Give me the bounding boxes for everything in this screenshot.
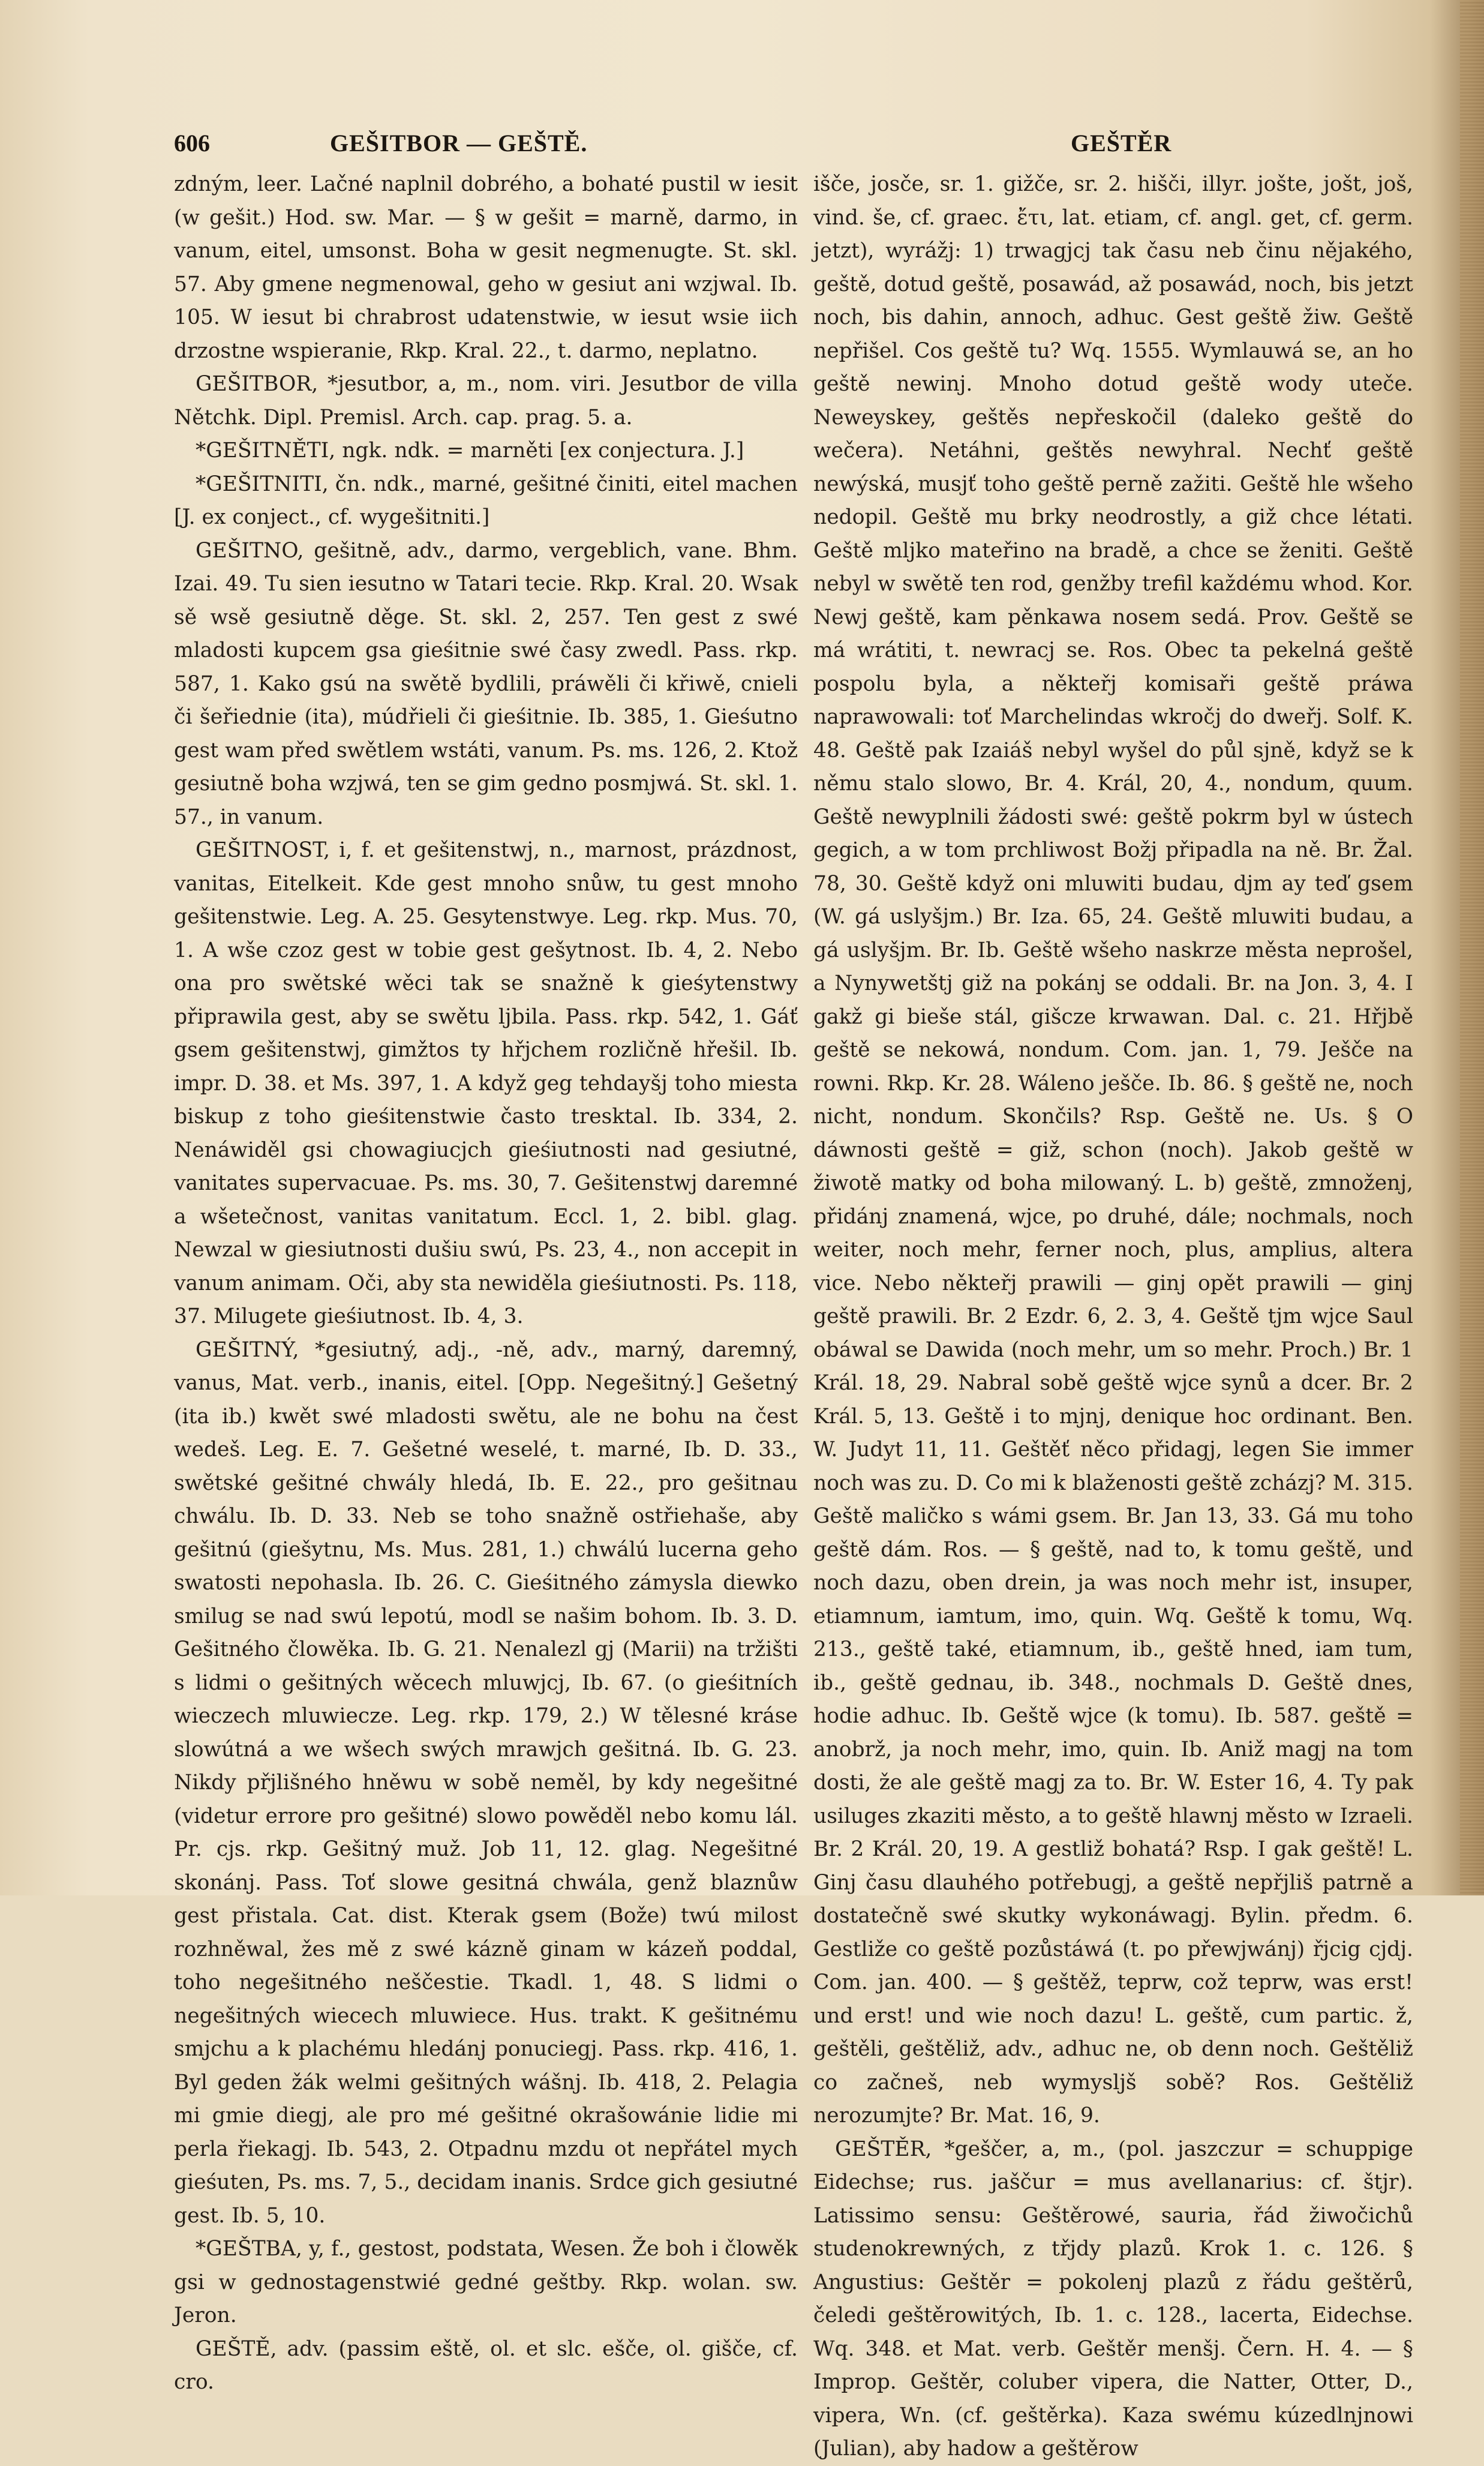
entry-paragraph: GEŠTĚR, *geščer, a, m., (pol. jaszczur = schuppige Eidechse; rus. jaščur = mus avellanarius: cf. štjr). Latissimo sensu: Geštěrowé, sauria, řád žiwočichů studenokrewných, z třjdy plazů. Krok 1. c. 126. § Angustius: Geštěr = pokolenj plazů z řádu geštěrů, čeledi geštěrowitých, Ib. 1. c. 128., lacerta, Eidechse. Wq. 348. et Mat. verb. Geštěr menšj. Čern. H. 4. — § Improp. Geštěr, coluber vipera, die Natter, Otter, D., vipera, Wn. (cf. geštěrka). Kaza swému kúzedlnjnowi (Julian), aby hadow a geštěrow	[813, 2137, 1413, 2461]
right-column	[813, 168, 1413, 2461]
entry-paragraph: GEŠITBOR, *jesutbor, a, m., nom. viri. Jesutbor de villa Nětchk. Dipl. Premisl. Arch. cap. prag. 5. a.	[174, 372, 798, 430]
entry-paragraph: *GEŠITNITI, čn. ndk., marné, gešitné činiti, eitel machen [J. ex conject., cf. wygešitniti.]	[174, 472, 798, 529]
running-header	[174, 123, 1410, 159]
left-running-title: GEŠITBOR — GEŠTĚ.	[330, 130, 588, 157]
right-running-title: GEŠTĚR	[1071, 130, 1172, 157]
entry-paragraph: išče, josče, sr. 1. gižče, sr. 2. hišči, illyr. jošte, jošt, još, vind. še, cf. graec. ἔτι, lat. etiam, cf. angl. get, cf. germ. jetzt), wyrážj: 1) trwagjcj tak času neb činu nějakého, geště, dotud geště, posawád, až posawád, noch, bis jetzt noch, bis dahin, annoch, adhuc. Gest geště žiw. Geště nepřišel. Cos geště tu? Wq. 1555. Wymlauwá se, an ho geště newinj. Mnoho dotud geště wody uteče. Neweyskey, geštěs nepřeskočil (daleko geště do wečera). Netáhni, geštěs newyhral. Nechť geště newýská, musjť toho geště perně zažiti. Geště hle wšeho nedopil. Geště mu brky neodrostly, a giž chce létati. Geště mljko mateřino na bradě, a chce se ženiti. Geště nebyl w swětě ten rod, genžby trefil každému whod. Kor. Newj geště, kam pěnkawa nosem sedá. Prov. Geště se má wrátiti, t. newracj se. Ros. Obec ta pekelná geště pospolu byla, a někteřj komisaři geště práwa naprawowali: toť Marchelindas wkročj do dweřj. Solf. K. 48. Geště pak Izaiáš nebyl wyšel do půl sjně, když se k němu stalo slowo, Br. 4. Král, 20, 4., nondum, quum. Geště newyplnili žádosti swé: geště pokrm byl w ústech gegich, a w tom prchliwost Božj připadla na ně. Br. Žal. 78, 30. Geště když oni mluwiti budau, djm ay teď gsem (W. gá uslyšjm.) Br. Iza. 65, 24. Geště mluwiti budau, a gá uslyšjm. Br. Ib. Geště wšeho naskrze města neprošel, a Nynywetštj giž na pokánj se oddali. Br. na Jon. 3, 4. I gakž gi bieše stál, gišcze krwawan. Dal. c. 21. Hřjbě geště se nekowá, nondum. Com. jan. 1, 79. Ješče na rowni. Rkp. Kr. 28. Wáleno ješče. Ib. 86. § geště ne, noch nicht, nondum. Skončils? Rsp. Geště ne. Us. § O dáwnosti geště = giž, schon (noch). Jakob geště w žiwotě matky od boha milowaný. L. b) geště, zmnoženj, přidánj znamená, wjce, po druhé, dále; nochmals, noch weiter, noch mehr, ferner noch, plus, amplius, altera vice. Nebo někteřj prawili — ginj opět prawili — ginj geště prawili. Br. 2 Ezdr. 6, 2. 3, 4. Geště tjm wjce Saul obáwal se Dawida (noch mehr, um so mehr. Proch.) Br. 1 Král. 18, 29. Nabral sobě geště wjce synů a dcer. Br. 2 Král. 5, 13. Geště i to mjnj, denique hoc ordinant. Ben. W. Judyt 11, 11. Geštěť něco přidagj, legen Sie immer noch was zu. D. Co mi k blaženosti geště zcházj? M. 315. Geště maličko s wámi gsem. Br. Jan 13, 33. Gá mu toho geště dám. Ros. — § geště, nad to, k tomu geště, und noch dazu, oben drein, ja was noch mehr ist, insuper, etiamnum, iamtum, imo, quin. Wq. Geště k tomu, Wq. 213., geště také, etiamnum, ib., geště hned, iam tum, ib., geště gednau, ib. 348., nochmals D. Geště dnes, hodie adhuc. Ib. Geště wjce (k tomu). Ib. 587. geště = anobrž, ja noch mehr, imo, quin. Ib. Aniž magj na tom dosti, že ale geště magj za to. Br. W. Ester 16, 4. Ty pak usiluges zkaziti město, a to geště hlawnj město w Izraeli. Br. 2 Král. 20, 19. A gestliž bohatá? Rsp. I gak geště! L. Ginj času dlauhého potřebugj, a geště nepřjliš patrně a dostatečně swé skutky wykonáwagj. Bylin. předm. 6. Gestliže co geště pozůstáwá (t. po přewjwánj) řjcig cjdj. Com. jan. 400. — § geštěž, teprw, což teprw, was erst! und erst! und wie noch dazu! L. geště, cum partic. ž, geštěli, geštěliž, adv., adhuc ne, ob denn noch. Geštěliž co začneš, neb wymysljš sobě? Ros. Geštěliž nerozumjte? Br. Mat. 16, 9.	[813, 172, 1413, 2128]
entry-paragraph: GEŠITNOST, i, f. et gešitenstwj, n., marnost, prázdnost, vanitas, Eitelkeit. Kde gest mnoho snůw, tu gest mnoho gešitenstwie. Leg. A. 25. Gesytenstwye. Leg. rkp. Mus. 70, 1. A wše czoz gest w tobie gest gešytnost. Ib. 4, 2. Nebo ona pro swětské wěci tak se snažně k gieśytenstwy připrawila gest, aby se swětu ljbila. Pass. rkp. 542, 1. Gáť gsem gešitenstwj, gimžtos ty hřjchem rozličně hřešil. Ib. impr. D. 38. et Ms. 397, 1. A když geg tehdayšj toho miesta biskup z toho gieśitenstwie často tresktal. Ib. 334, 2. Nenáwiděl gsi chowagiucjch gieśiutnosti nad gesiutné, vanitates supervacuae. Ps. ms. 30, 7. Gešitenstwj daremné a wšetečnost, vanitas vanitatum. Eccl. 1, 2. bibl. glag. Newzal w giesiutnosti dušiu swú, Ps. 23, 4., non accepit in vanum animam. Oči, aby sta newiděla gieśiutnosti. Ps. 118, 37. Milugete gieśiutnost. Ib. 4, 3.	[174, 838, 798, 1328]
page-edge	[1460, 0, 1484, 1895]
entry-paragraph: GEŠTĚ, adv. (passim eště, ol. et slc. ešče, ol. gišče, cf. cro.	[174, 2336, 798, 2394]
entry-paragraph: zdným, leer. Lačné naplnil dobrého, a bohaté pustil w iesit (w gešit.) Hod. sw. Mar. — § w gešit = marně, darmo, in vanum, eitel, umsonst. Boha w gesit negmenugte. St. skl. 57. Aby gmene negmenowal, geho w gesiut ani wzjwal. Ib. 105. W iesut bi chrabrost udatenstwie, w iesut wsie iich drzostne wspieranie, Rkp. Kral. 22., t. darmo, neplatno.	[174, 172, 798, 363]
left-column	[174, 168, 798, 2394]
entry-paragraph: GEŠITNÝ, *gesiutný, adj., -ně, adv., marný, daremný, vanus, Mat. verb., inanis, eitel. [Opp. Negešitný.] Gešetný (ita ib.) kwět swé mladosti swětu, ale ne bohu na čest wedeš. Leg. E. 7. Gešetné weselé, t. marné, Ib. D. 33., swětské gešitné chwály hledá, Ib. E. 22., pro gešitnau chwálu. Ib. D. 33. Neb se toho snažně ostřiehaše, aby gešitnú (giešytnu, Ms. Mus. 281, 1.) chwálú lucerna geho swatosti nepohasla. Ib. 26. C. Gieśitného zámysla diewko smilug se nad swú lepotú, modl se našim bohom. Ib. 3. D. Gešitného člowěka. Ib. G. 21. Nenalezl gj (Marii) na tržišti s lidmi o gešitných wěcech mluwjcj, Ib. 67. (o gieśitních wieczech mluwiecze. Leg. rkp. 179, 2.) W tělesné kráse slowútná a we wšech swých mrawjch gešitná. Ib. G. 23. Nikdy přjlišného hněwu w sobě neměl, by kdy negešitné (videtur errore pro gešitné) slowo powěděl nebo komu lál. Pr. cjs. rkp. Gešitný muž. Job 11, 12. glag. Negešitné skonánj. Pass. Toť slowe gesitná chwála, genž blaznůw gest přistala. Cat. dist. Kterak gsem (Bože) twú milost rozhněwal, žes mě z swé kázně ginam w kázeň poddal, toho negešitného neščestie. Tkadl. 1, 48. S lidmi o negešitných wiecech mluwiece. Hus. trakt. K gešitnému smjchu a k plachému hledánj ponuciegj. Pass. rkp. 416, 1. Byl geden žák welmi gešitných wášnj. Ib. 418, 2. Pelagia mi gmie diegj, ale pro mé gešitné okrašowánie lidie mi perla řiekagj. Ib. 543, 2. Otpadnu mzdu ot nepřátel mych gieśuten, Ps. ms. 7, 5., decidam inanis. Srdce gich gesiutné gest. Ib. 5, 10.	[174, 1337, 798, 2228]
entry-paragraph: GEŠITNO, gešitně, adv., darmo, vergeblich, vane. Bhm. Izai. 49. Tu sien iesutno w Tatari tecie. Rkp. Kral. 20. Wsak sě wsě gesiutně děge. St. skl. 2, 257. Ten gest z swé mladosti kupcem gsa gieśitnie swé časy zwedl. Pass. rkp. 587, 1. Kako gsú na swětě bydlili, práwěli či křiwě, cnieli či šeřiednie (ita), múdřieli či gieśitnie. Ib. 385, 1. Gieśutno gest wam před swětlem wstáti, vanum. Ps. ms. 126, 2. Ktož gesiutně boha wzjwá, ten se gim gedno posmjwá. St. skl. 1. 57., in vanum.	[174, 538, 798, 829]
entry-paragraph: *GEŠITNĚTI, ngk. ndk. = marněti [ex conjectura. J.]	[196, 439, 744, 463]
page-number: 606	[174, 130, 210, 157]
entry-paragraph: *GEŠTBA, y, f., gestost, podstata, Wesen. Že boh i člowěk gsi w gednostagenstwié gedné geštby. Rkp. wolan. sw. Jeron.	[174, 2237, 798, 2327]
